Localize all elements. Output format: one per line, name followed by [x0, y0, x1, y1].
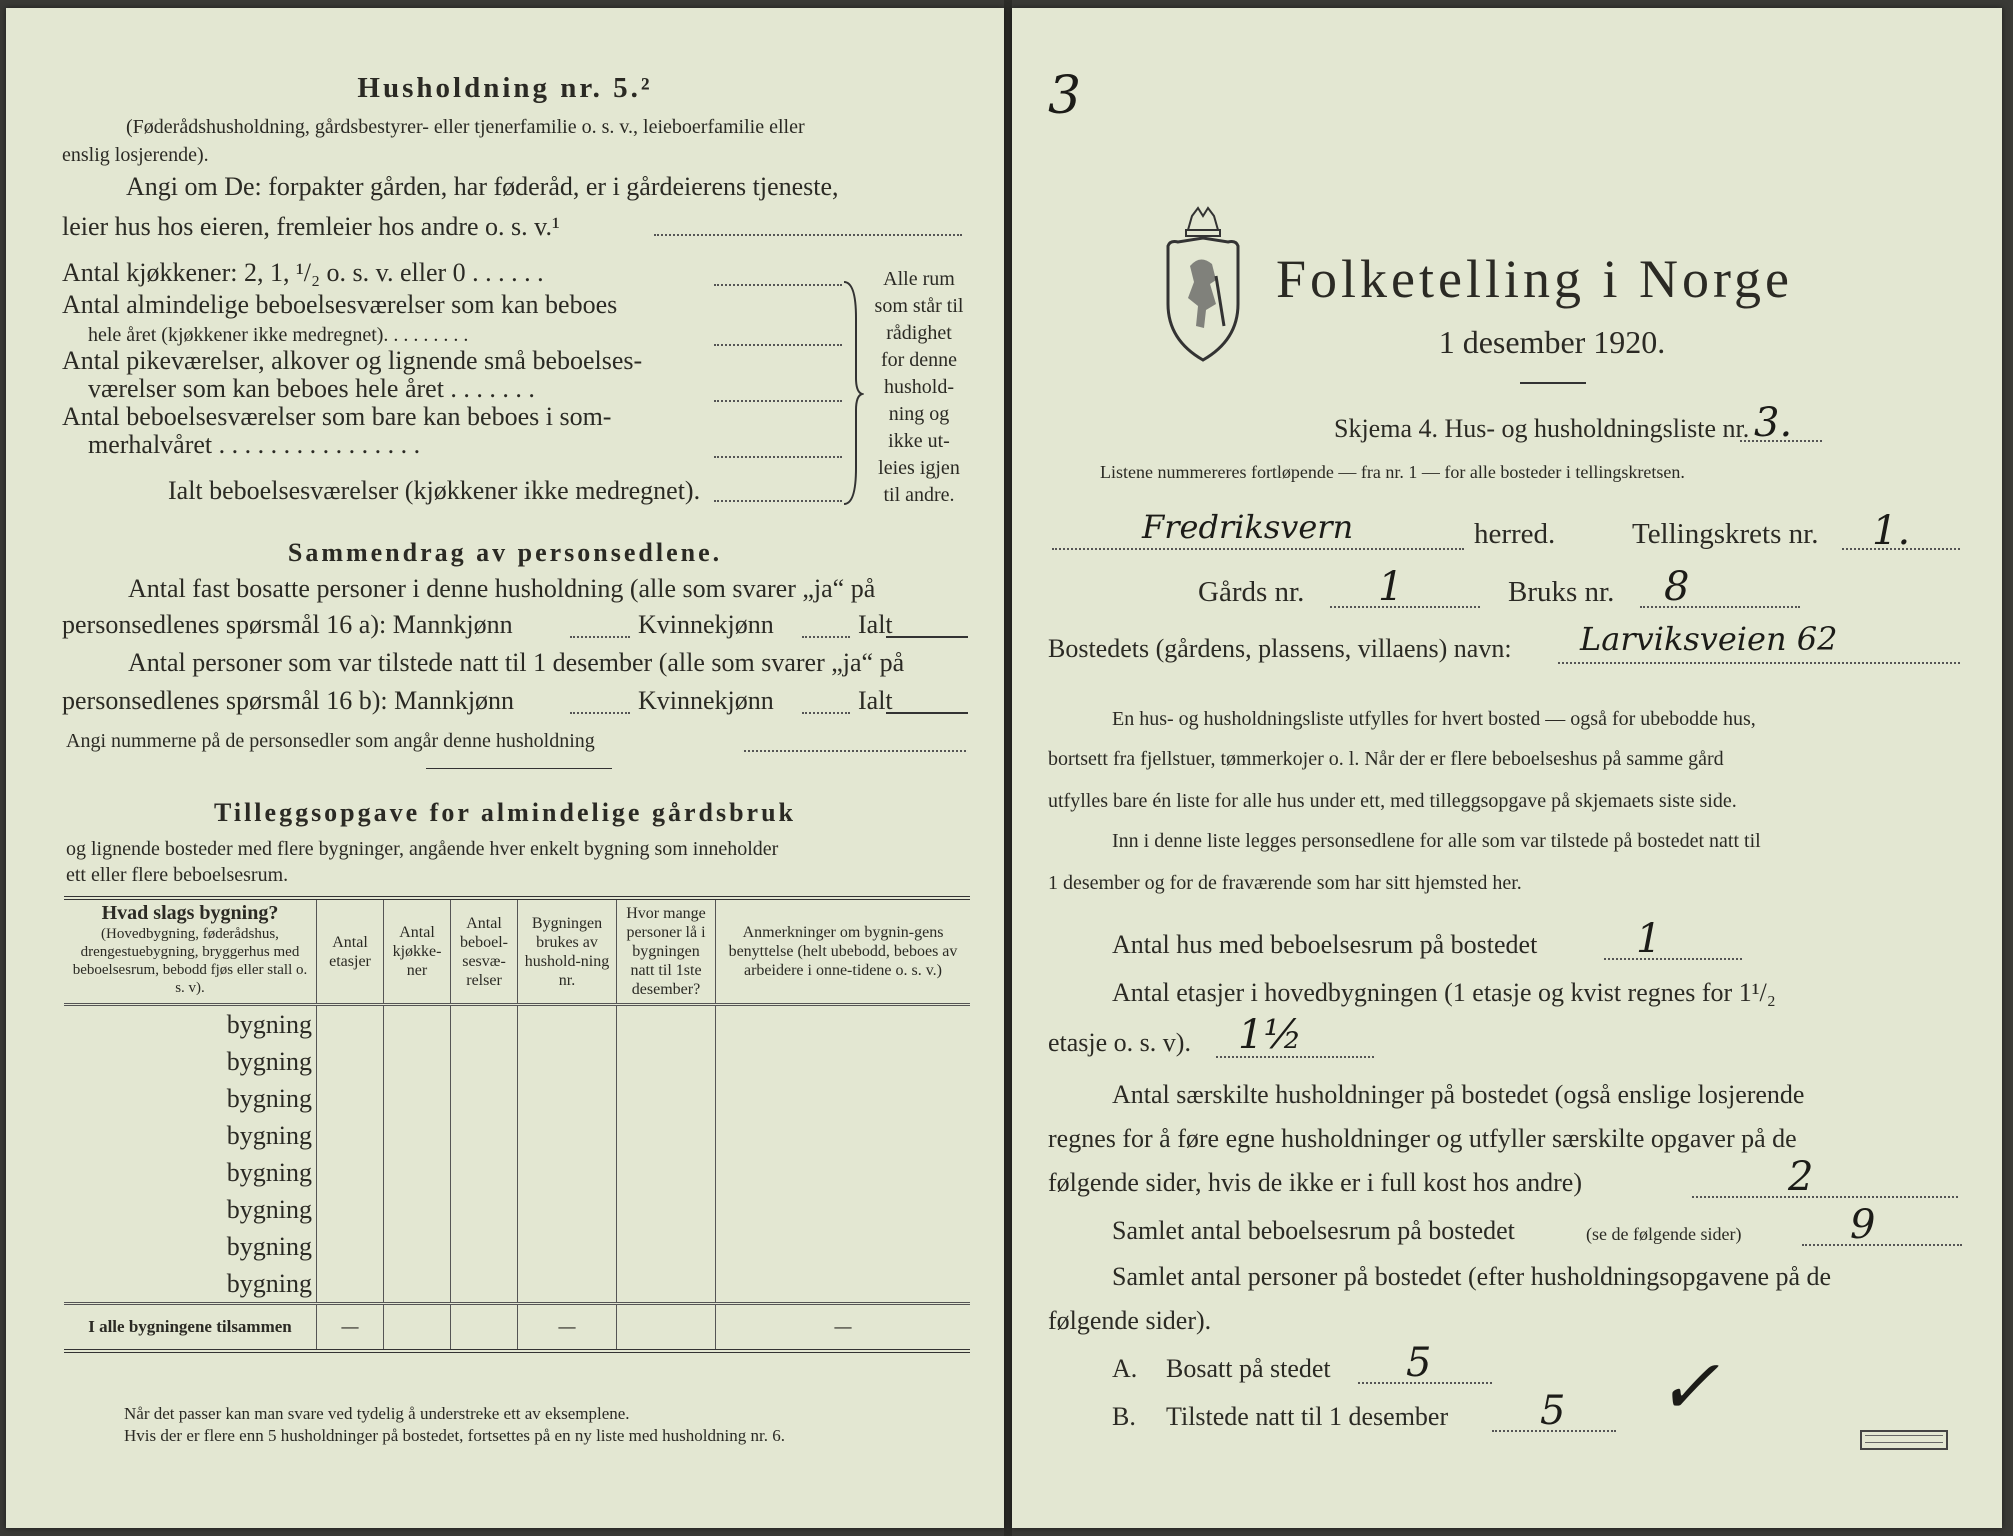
- building-row-label: bygning: [226, 1157, 312, 1187]
- addon-title: Tilleggsopgave for almindelige gårdsbruk: [213, 798, 797, 827]
- building-cell[interactable]: [64, 1005, 317, 1044]
- a-etasjer[interactable]: 1½: [1238, 1012, 1303, 1058]
- building-cell[interactable]: [64, 1043, 317, 1080]
- column-header-floors: Antal etasjer: [317, 898, 384, 1005]
- present-women-label: Kvinnekjønn: [638, 686, 774, 715]
- bosted-value[interactable]: Larviksveien 62: [1580, 620, 1838, 658]
- settled-total-field[interactable]: [886, 636, 968, 638]
- table-cell[interactable]: [451, 1154, 518, 1191]
- table-cell[interactable]: [518, 1117, 617, 1154]
- present-women-field[interactable]: [802, 712, 850, 714]
- brace-note: [864, 266, 974, 509]
- table-cell[interactable]: [518, 1228, 617, 1265]
- q-rum-note: (se de følgende sider): [1586, 1224, 1742, 1244]
- table-cell[interactable]: [384, 1154, 451, 1191]
- table-cell[interactable]: [518, 1265, 617, 1304]
- column-header-rooms: Antal beboel-sesvæ-relser: [451, 898, 518, 1005]
- brace-note-line: til andre.: [883, 484, 955, 506]
- table-row: [64, 1005, 970, 1044]
- table-cell[interactable]: [716, 1228, 971, 1265]
- table-cell[interactable]: [617, 1191, 716, 1228]
- table-cell[interactable]: [317, 1154, 384, 1191]
- table-cell[interactable]: [317, 1265, 384, 1304]
- q-etasjer-1: Antal etasjer i hovedbygningen (1 etasje og kvist regnes for 1¹/₂: [1112, 978, 1776, 1007]
- addon-sub-1: og lignende bosteder med flere bygninger, angående hver enkelt bygning som inneholder: [66, 838, 779, 860]
- page-mark: 3: [1048, 66, 1082, 126]
- a-bosatt[interactable]: 5: [1406, 1340, 1432, 1386]
- buildings-table: [64, 896, 970, 1353]
- building-cell[interactable]: [64, 1228, 317, 1265]
- norway-coat-of-arms-icon: [1160, 206, 1246, 364]
- book-spine: [1004, 0, 1012, 1536]
- left-page: [6, 8, 1004, 1528]
- table-cell[interactable]: [384, 1191, 451, 1228]
- total-cell[interactable]: [451, 1304, 518, 1352]
- brace-note-line: hushold-: [884, 376, 954, 398]
- table-cell[interactable]: [317, 1191, 384, 1228]
- table-cell[interactable]: [384, 1005, 451, 1044]
- herred-value[interactable]: Fredriksvern: [1142, 508, 1354, 546]
- table-cell[interactable]: [617, 1265, 716, 1304]
- rooms-summer-2: merhalvåret . . . . . . . . . . . . . . . .: [88, 430, 421, 459]
- instruction-4: Inn i denne liste legges personsedlene for alle som var tilstede på bostedet natt til: [1112, 830, 1761, 852]
- rum-field[interactable]: [1802, 1244, 1962, 1246]
- census-date: 1 desember 1920.: [1438, 324, 1666, 360]
- rooms-summer-1: Antal beboelsesværelser som bare kan beboes i som-: [62, 402, 612, 431]
- table-row: [64, 1265, 970, 1304]
- present-total-field[interactable]: [886, 712, 968, 714]
- nummerne-field[interactable]: [744, 750, 966, 752]
- table-cell[interactable]: [716, 1005, 971, 1044]
- angi-answer-line[interactable]: [654, 234, 962, 236]
- table-cell[interactable]: [518, 1043, 617, 1080]
- table-cell[interactable]: [451, 1228, 518, 1265]
- rooms-ordinary-2: hele året (kjøkkener ikke medregnet). . . . . . . . .: [88, 324, 469, 346]
- right-page: [1012, 8, 2002, 1528]
- building-cell[interactable]: [64, 1117, 317, 1154]
- table-row: [64, 1191, 970, 1228]
- schema-label: Skjema 4. Hus- og husholdningsliste nr.: [1334, 414, 1750, 443]
- total-cell[interactable]: —: [716, 1304, 971, 1352]
- total-cell[interactable]: —: [317, 1304, 384, 1352]
- building-cell[interactable]: [64, 1265, 317, 1304]
- table-cell[interactable]: [518, 1154, 617, 1191]
- column-header-kitchens: Antal kjøkke-ner: [384, 898, 451, 1005]
- table-cell[interactable]: [617, 1043, 716, 1080]
- table-cell[interactable]: [451, 1080, 518, 1117]
- total-cell[interactable]: [384, 1304, 451, 1352]
- column-header-remarks: Anmerkninger om bygnin-gens benyttelse (helt ubebodd, beboes av arbeidere i onne-tidene o. s. v.): [716, 898, 971, 1005]
- angi-nummerne: Angi nummerne på de personsedler som angår denne husholdning: [66, 730, 595, 752]
- divider: [426, 768, 612, 769]
- table-cell[interactable]: [617, 1117, 716, 1154]
- hus-field[interactable]: [1604, 958, 1742, 960]
- column-header-persons: Hvor mange personer lå i bygningen natt til 1ste desember?: [617, 898, 716, 1005]
- q-hus: Antal hus med beboelsesrum på bostedet: [1112, 930, 1538, 959]
- instruction-5: 1 desember og for de fraværende som har sitt hjemsted her.: [1048, 872, 1522, 894]
- total-cell[interactable]: —: [518, 1304, 617, 1352]
- gards-field[interactable]: [1330, 606, 1480, 608]
- table-cell[interactable]: [716, 1191, 971, 1228]
- footnote-1: Når det passer kan man svare ved tydelig å understreke ett av eksemplene.: [124, 1404, 630, 1423]
- building-row-label: bygning: [226, 1194, 312, 1224]
- table-cell[interactable]: [384, 1043, 451, 1080]
- table-header-row: [64, 898, 970, 1005]
- building-row-label: bygning: [226, 1046, 312, 1076]
- intro-line-1: (Føderådshusholdning, gårdsbestyrer- eller tjenerfamilie o. s. v., leieboerfamilie eller: [126, 116, 805, 138]
- settled-men-field[interactable]: [570, 636, 630, 638]
- a-rum[interactable]: 9: [1850, 1202, 1876, 1248]
- checkmark: ✓: [1656, 1342, 1720, 1431]
- table-cell[interactable]: [317, 1228, 384, 1265]
- table-row: [64, 1080, 970, 1117]
- table-cell[interactable]: [317, 1043, 384, 1080]
- building-cell[interactable]: [64, 1080, 317, 1117]
- table-body: [64, 1005, 970, 1304]
- table-cell[interactable]: [617, 1005, 716, 1044]
- krets-value[interactable]: 1.: [1872, 508, 1911, 554]
- instruction-3: utfylles bare én liste for alle hus under ett, med tilleggsopgave på skjemaets siste side.: [1048, 790, 1737, 812]
- table-cell[interactable]: [451, 1043, 518, 1080]
- column-title: Hvad slags bygning?: [101, 902, 279, 924]
- bosted-label: Bostedets (gårdens, plassens, villaens) navn:: [1048, 634, 1512, 663]
- table-cell[interactable]: [317, 1117, 384, 1154]
- summary-present-1: Antal personer som var tilstede natt til 1 desember (alle som svarer „ja“ på: [128, 648, 905, 677]
- table-cell[interactable]: [384, 1265, 451, 1304]
- angi-line-1: Angi om De: forpakter gården, har føderåd, er i gårdeierens tjeneste,: [126, 172, 839, 201]
- table-cell[interactable]: [716, 1043, 971, 1080]
- settled-women-label: Kvinnekjønn: [638, 610, 774, 639]
- building-row-label: bygning: [226, 1083, 312, 1113]
- table-cell[interactable]: [617, 1228, 716, 1265]
- building-cell[interactable]: [64, 1191, 317, 1228]
- q-personer-2: følgende sider).: [1048, 1306, 1212, 1335]
- settled-total-label: Ialt: [858, 610, 893, 639]
- gards-value[interactable]: 1: [1378, 564, 1404, 610]
- table-row: [64, 1228, 970, 1265]
- intro-line-2: enslig losjerende).: [62, 144, 209, 166]
- building-row-label: bygning: [226, 1009, 312, 1039]
- addon-sub-2: ett eller flere beboelsesrum.: [66, 864, 289, 886]
- settled-women-field[interactable]: [802, 636, 850, 638]
- list-number-value[interactable]: 3.: [1754, 400, 1793, 446]
- table-cell[interactable]: [384, 1080, 451, 1117]
- building-row-label: bygning: [226, 1231, 312, 1261]
- angi-line-2: leier hus hos eieren, fremleier hos andre o. s. v.¹: [62, 212, 560, 241]
- small-rooms-field[interactable]: [714, 400, 842, 402]
- a-hush[interactable]: 2: [1788, 1154, 1814, 1200]
- table-row: [64, 1043, 970, 1080]
- building-cell[interactable]: [64, 1154, 317, 1191]
- table-row: [64, 1117, 970, 1154]
- gards-label: Gårds nr.: [1198, 576, 1305, 608]
- rooms-ordinary-1: Antal almindelige beboelsesværelser som kan beboes: [62, 290, 618, 319]
- rooms-small-1: Antal pikeværelser, alkover og lignende små beboelses-: [62, 346, 643, 375]
- herred-field[interactable]: [1052, 548, 1464, 550]
- table-cell[interactable]: [451, 1005, 518, 1044]
- summary-present-2: personsedlenes spørsmål 16 b): Mannkjønn: [62, 686, 515, 715]
- rooms-small-2: værelser som kan beboes hele året . . . . . . .: [88, 374, 535, 403]
- table-cell[interactable]: [716, 1154, 971, 1191]
- brace-note-line: som står til: [874, 295, 964, 317]
- table-cell[interactable]: [451, 1191, 518, 1228]
- brace-note-line: ikke ut-: [888, 430, 950, 452]
- printer-stamp: [1860, 1430, 1948, 1450]
- q-hush-3: følgende sider, hvis de ikke er i full kost hos andre): [1048, 1168, 1582, 1197]
- table-cell[interactable]: [617, 1154, 716, 1191]
- kitchens-field[interactable]: [714, 284, 842, 286]
- total-label: I alle bygningene tilsammen: [64, 1304, 317, 1352]
- building-row-label: bygning: [226, 1268, 312, 1298]
- summary-settled-1: Antal fast bosatte personer i denne husholdning (alle som svarer „ja“ på: [128, 574, 876, 603]
- brace-note-line: leies igjen: [878, 457, 960, 479]
- table-cell[interactable]: [518, 1080, 617, 1117]
- table-cell[interactable]: [716, 1080, 971, 1117]
- table-cell[interactable]: [617, 1080, 716, 1117]
- title-divider: [1520, 382, 1586, 384]
- bosted-field[interactable]: [1558, 662, 1960, 664]
- numbering-note: Listene nummereres fortløpende — fra nr. 1 — for alle bosteder i tellingskretsen.: [1100, 462, 1685, 482]
- hush-field[interactable]: [1692, 1196, 1958, 1198]
- q-hush-2: regnes for å føre egne husholdninger og utfyller særskilte opgaver på de: [1048, 1124, 1797, 1153]
- rooms-kitchens: Antal kjøkkener: 2, 1, ¹/₂ o. s. v. eller 0 . . . . . .: [62, 258, 544, 287]
- instruction-2: bortsett fra fjellstuer, tømmerkojer o. l. Når der er flere beboelseshus på samme gård: [1048, 748, 1724, 770]
- table-cell[interactable]: [518, 1005, 617, 1044]
- table-row: [64, 1154, 970, 1191]
- krets-label: Tellingskrets nr.: [1632, 518, 1819, 550]
- q-personer-1: Samlet antal personer på bostedet (efter husholdningsopgavene på de: [1112, 1262, 1832, 1291]
- brace-note-line: rådighet: [886, 322, 952, 344]
- table-cell[interactable]: [317, 1080, 384, 1117]
- summary-settled-2: personsedlenes spørsmål 16 a): Mannkjønn: [62, 610, 513, 639]
- summer-rooms-field[interactable]: [714, 456, 842, 458]
- a-hus[interactable]: 1: [1636, 916, 1662, 962]
- a-label: A.: [1112, 1354, 1138, 1383]
- building-row-label: bygning: [226, 1120, 312, 1150]
- column-title-sub: (Hovedbygning, føderådshus, drengestuebygning, bryggerhus med beboelsesrum, bebodd fjøs eller stall o. s. v).: [72, 926, 308, 996]
- b-label: B.: [1112, 1402, 1136, 1431]
- brace: [840, 278, 864, 508]
- brace-note-line: Alle rum: [883, 268, 955, 290]
- table-total-row: [64, 1304, 970, 1352]
- q-rum: Samlet antal beboelsesrum på bostedet: [1112, 1216, 1515, 1245]
- table-cell[interactable]: [384, 1117, 451, 1154]
- rooms-total-field[interactable]: [714, 500, 842, 502]
- table-cell[interactable]: [451, 1265, 518, 1304]
- instruction-1: En hus- og husholdningsliste utfylles for hvert bosted — også for ubebodde hus,: [1112, 708, 1756, 730]
- rooms-total-label: Ialt beboelsesværelser (kjøkkener ikke medregnet).: [168, 476, 701, 505]
- present-total-label: Ialt: [858, 686, 893, 715]
- column-header-household: Bygningen brukes av hushold-ning nr.: [518, 898, 617, 1005]
- brace-note-line: for denne: [880, 349, 958, 371]
- summary-title: Sammendrag av personsedlene.: [287, 538, 723, 567]
- a-tilstede[interactable]: 5: [1540, 1388, 1566, 1434]
- census-title: Folketelling i Norge: [1276, 249, 1793, 309]
- total-cell[interactable]: [617, 1304, 716, 1352]
- brace-note-line: ning og: [888, 403, 950, 425]
- bruks-label: Bruks nr.: [1508, 576, 1615, 608]
- footnote-2: Hvis der er flere enn 5 husholdninger på bostedet, fortsettes på en ny liste med husholdning nr. 6.: [124, 1426, 785, 1445]
- herred-label: herred.: [1474, 518, 1556, 550]
- table-cell[interactable]: [716, 1265, 971, 1304]
- ordinary-rooms-field[interactable]: [714, 344, 842, 346]
- q-etasjer-2: etasje o. s. v).: [1048, 1028, 1191, 1057]
- table-cell[interactable]: [317, 1005, 384, 1044]
- table-cell[interactable]: [451, 1117, 518, 1154]
- bruks-value[interactable]: 8: [1664, 564, 1690, 610]
- household-title: Husholdning nr. 5.²: [357, 72, 653, 104]
- table-cell[interactable]: [518, 1191, 617, 1228]
- q-tilstede: Tilstede natt til 1 desember: [1166, 1402, 1449, 1431]
- q-bosatt: Bosatt på stedet: [1166, 1354, 1331, 1383]
- table-cell[interactable]: [716, 1117, 971, 1154]
- present-men-field[interactable]: [570, 712, 630, 714]
- table-cell[interactable]: [384, 1228, 451, 1265]
- column-header-building-type: [64, 898, 317, 1005]
- q-hush-1: Antal særskilte husholdninger på bostedet (også enslige losjerende: [1112, 1080, 1805, 1109]
